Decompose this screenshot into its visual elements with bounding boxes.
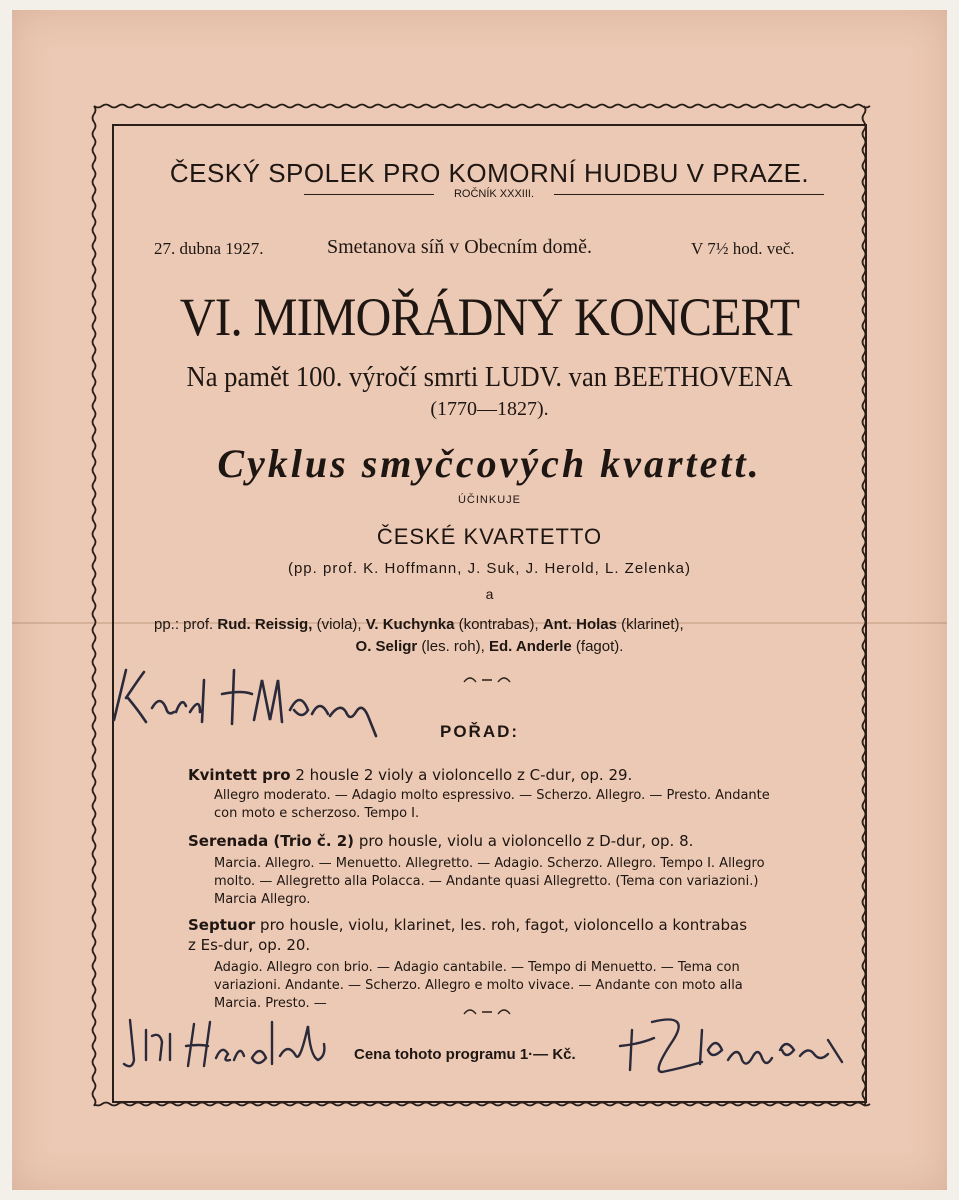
ornament-divider: [462, 674, 518, 686]
performers-label: ÚČINKUJE: [457, 494, 521, 506]
program-movements: Adagio. Allegro con brio. — Adagio cantabile. — Tempo di Menuetto. — Tema con: [214, 960, 740, 975]
program-movements: Marcia. Allegro. — Menuetto. Allegretto. — Adagio. Scherzo. Allegro. Tempo I. Allegro: [214, 856, 765, 871]
concert-date: 27. dubna 1927.: [154, 239, 264, 258]
program-heading: POŘAD:: [440, 722, 520, 741]
concert-time: V 7½ hod. več.: [691, 239, 795, 258]
guest-performers-line2: O. Seligr (les. roh), Ed. Anderle (fagot).: [355, 638, 624, 655]
volume-label: ROČNÍK XXXIII.: [453, 188, 535, 200]
guest-performers-line1: pp.: prof. Rud. Reissig, (viola), V. Kuchynka (kontrabas), Ant. Holas (klarinet),: [154, 616, 684, 633]
beethoven-years: (1770—1827).: [430, 398, 549, 420]
program-movements: molto. — Allegretto alla Polacca. — Andante quasi Allegretto. (Tema con variazioni.): [214, 874, 759, 889]
volume-rule-right: [554, 194, 824, 195]
concert-venue: Smetanova síň v Obecním domě.: [327, 236, 592, 258]
society-name: ČESKÝ SPOLEK PRO KOMORNÍ HUDBU V PRAZE.: [169, 158, 810, 188]
ensemble-members: (pp. prof. K. Hoffmann, J. Suk, J. Herold, L. Zelenka): [287, 560, 692, 577]
ornament-divider: [462, 1006, 518, 1018]
signature-karel-hoffmann: [104, 650, 424, 750]
concert-title: VI. MIMOŘÁDNÝ KONCERT: [179, 287, 800, 347]
ensemble-name: ČESKÉ KVARTETTO: [376, 524, 603, 549]
program-movements: Marcia Allegro.: [214, 892, 311, 907]
program-movements: Marcia. Presto. —: [214, 996, 327, 1011]
and-connector: a: [485, 586, 494, 602]
program-movements: con moto e scherzoso. Tempo I.: [214, 806, 420, 821]
signature-jiri-herold: [116, 1000, 356, 1080]
program-item-continued: z Es-dur, op. 20.: [188, 936, 311, 954]
cycle-title: Cyklus smyčcových kvartett.: [217, 441, 762, 486]
signature-ladislav-zelenka: [612, 1000, 872, 1080]
program-sheet: [12, 10, 947, 1190]
program-movements: variazioni. Andante. — Scherzo. Allegro e molto vivace. — Andante con moto alla: [214, 978, 743, 993]
volume-rule-left: [304, 194, 434, 195]
program-frame: [112, 124, 867, 1103]
program-item: Septuor pro housle, violu, klarinet, les. roh, fagot, violoncello a kontrabas: [188, 916, 748, 934]
program-price: Cena tohoto programu 1·— Kč.: [354, 1046, 576, 1063]
program-item: Kvintett pro 2 housle 2 violy a violoncello z C-dur, op. 29.: [188, 766, 633, 784]
program-movements: Allegro moderato. — Adagio molto espressivo. — Scherzo. Allegro. — Presto. Andante: [214, 788, 770, 803]
memorial-line: Na pamět 100. výročí smrti LUDV. van BEETHOVENA: [186, 362, 793, 393]
program-item: Serenada (Trio č. 2) pro housle, violu a violoncello z D-dur, op. 8.: [188, 832, 694, 850]
